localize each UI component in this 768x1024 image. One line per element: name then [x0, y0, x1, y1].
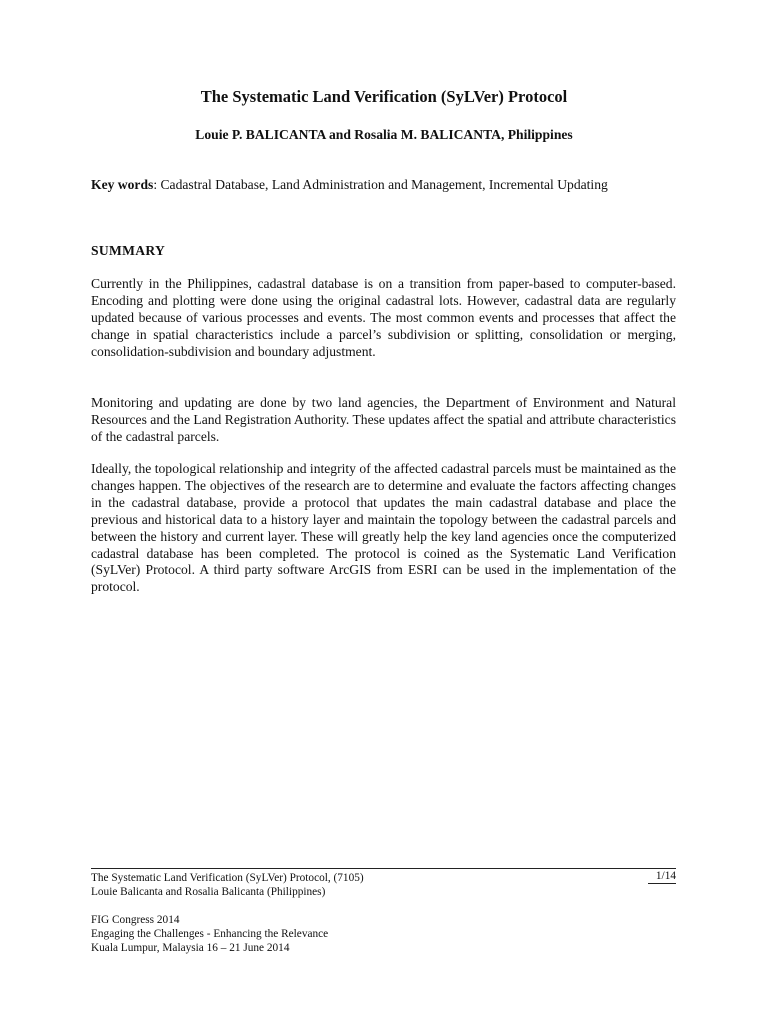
footer-conference: FIG Congress 2014: [91, 914, 180, 926]
summary-paragraph-3: Ideally, the topological relationship and integrity of the affected cadastral parcels must be maintained as the changes happen. The objectives of the research are to determine and evaluate the factors affecting changes in the cadastral database, provide a protocol that updates the main cadastral database and place the previous and historical data to a history layer and maintain the topology between the cadastral parcels and between the history and current layer. These will greatly help the key land agencies once the computerized cadastral database has been completed. The protocol is coined as the Systematic Land Verification (SyLVer) Protocol. A third party software ArcGIS from ESRI can be used in the implementation of the protocol.: [91, 461, 676, 595]
document-title: The Systematic Land Verification (SyLVer) Protocol: [200, 87, 568, 106]
footer-paper-title: The Systematic Land Verification (SyLVer) Protocol, (7105): [91, 872, 364, 884]
footer-location: Kuala Lumpur, Malaysia 16 – 21 June 2014: [91, 942, 290, 954]
summary-paragraph-1: Currently in the Philippines, cadastral database is on a transition from paper-based to computer-based. Encoding and plotting were done using the original cadastral lots. However, cadastral data are regularly updated because of various processes and events. The most common events and processes that affect the change in spatial characteristics include a parcel’s subdivision or splitting, consolidation or merging, consolidation-subdivision and boundary adjustment.: [91, 276, 676, 359]
footer-theme: Engaging the Challenges - Enhancing the Relevance: [91, 928, 329, 940]
summary-heading: SUMMARY: [91, 243, 166, 258]
footer-paper-authors: Louie Balicanta and Rosalia Balicanta (Philippines): [91, 886, 326, 898]
footer-divider: [91, 868, 676, 869]
document-authors: Louie P. BALICANTA and Rosalia M. BALICANTA, Philippines: [195, 127, 573, 142]
page-number-underline: [648, 883, 676, 884]
keywords-block: [91, 177, 681, 194]
page-number: 1/14: [655, 870, 676, 882]
keywords-text: : Cadastral Database, Land Administration and Management, Incremental Updating: [153, 177, 608, 192]
summary-paragraph-2: Monitoring and updating are done by two land agencies, the Department of Environment and Natural Resources and the Land Registration Authority. These updates affect the spatial and attribute characteristics of the cadastral parcels.: [91, 395, 676, 444]
keywords-label: Key words: [91, 177, 154, 192]
